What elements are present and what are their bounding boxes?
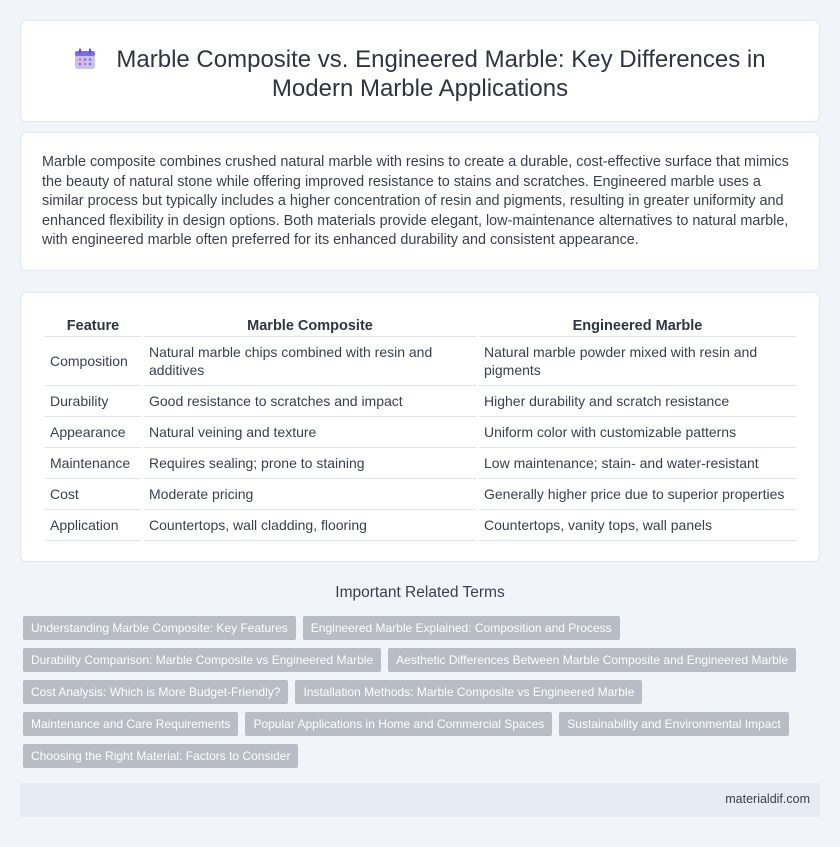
cell-marble-composite: Countertops, wall cladding, flooring [144,510,476,541]
table-row [45,479,796,510]
cell-marble-composite: Moderate pricing [144,479,476,510]
cell-marble-composite: Natural veining and texture [144,417,476,448]
related-terms-title: Important Related Terms [335,584,505,601]
comparison-table [42,314,799,541]
intro-card [20,132,820,271]
header-feature: Feature [45,314,141,337]
header-marble-composite: Marble Composite [144,314,476,337]
cell-engineered-marble: Uniform color with customizable patterns [479,417,796,448]
cell-feature: Appearance [45,417,141,448]
table-row [45,417,796,448]
cell-feature: Composition [45,337,141,386]
related-term-tag[interactable]: Understanding Marble Composite: Key Features [23,616,296,640]
related-term-tag[interactable]: Aesthetic Differences Between Marble Composite and Engineered Marble [388,648,796,672]
calendar-icon [74,48,96,70]
related-term-tag[interactable]: Choosing the Right Material: Factors to Consider [23,744,298,768]
related-term-tag[interactable]: Maintenance and Care Requirements [23,712,238,736]
cell-feature: Maintenance [45,448,141,479]
cell-engineered-marble: Natural marble powder mixed with resin and pigments [479,337,796,386]
related-term-tag[interactable]: Sustainability and Environmental Impact [559,712,788,736]
related-term-tag[interactable]: Durability Comparison: Marble Composite vs Engineered Marble [23,648,381,672]
cell-feature: Application [45,510,141,541]
comparison-table-card [20,292,820,562]
title-line-2: Modern Marble Applications [271,75,569,102]
header-engineered-marble: Engineered Marble [479,314,796,337]
title-line-1: Marble Composite vs. Engineered Marble: Key Differences in [116,46,766,73]
table-row [45,337,796,386]
related-term-tag[interactable]: Cost Analysis: Which is More Budget-Friendly? [23,680,288,704]
table-row [45,448,796,479]
cell-feature: Cost [45,479,141,510]
footer-site-link[interactable]: materialdif.com [725,792,810,806]
cell-engineered-marble: Countertops, vanity tops, wall panels [479,510,796,541]
related-term-tag[interactable]: Popular Applications in Home and Commercial Spaces [245,712,552,736]
related-term-tag[interactable]: Engineered Marble Explained: Composition and Process [303,616,620,640]
related-term-tag[interactable]: Installation Methods: Marble Composite vs Engineered Marble [295,680,642,704]
cell-marble-composite: Requires sealing; prone to staining [144,448,476,479]
intro-paragraph: Marble composite combines crushed natural marble with resins to create a durable, cost-effective surface that mimics the beauty of natural stone while offering improved resistance to stains and scratches. Engineered marble uses a similar process but typically includes a higher concentration of resin and pigments, resulting in greater uniformity and enhanced flexibility in design options. Both materials provide elegant, low-maintenance alternatives to natural marble, with engineered marble often preferred for its enhanced durability and consistent appearance. [42,154,789,248]
table-header-row [45,314,796,337]
cell-marble-composite: Good resistance to scratches and impact [144,386,476,417]
cell-engineered-marble: Generally higher price due to superior properties [479,479,796,510]
cell-engineered-marble: Low maintenance; stain- and water-resistant [479,448,796,479]
table-row [45,386,796,417]
header-card [20,20,820,122]
footer [20,783,820,817]
cell-engineered-marble: Higher durability and scratch resistance [479,386,796,417]
related-terms-list [23,616,823,768]
cell-feature: Durability [45,386,141,417]
cell-marble-composite: Natural marble chips combined with resin and additives [144,337,476,386]
table-row [45,510,796,541]
page-title [21,45,819,103]
